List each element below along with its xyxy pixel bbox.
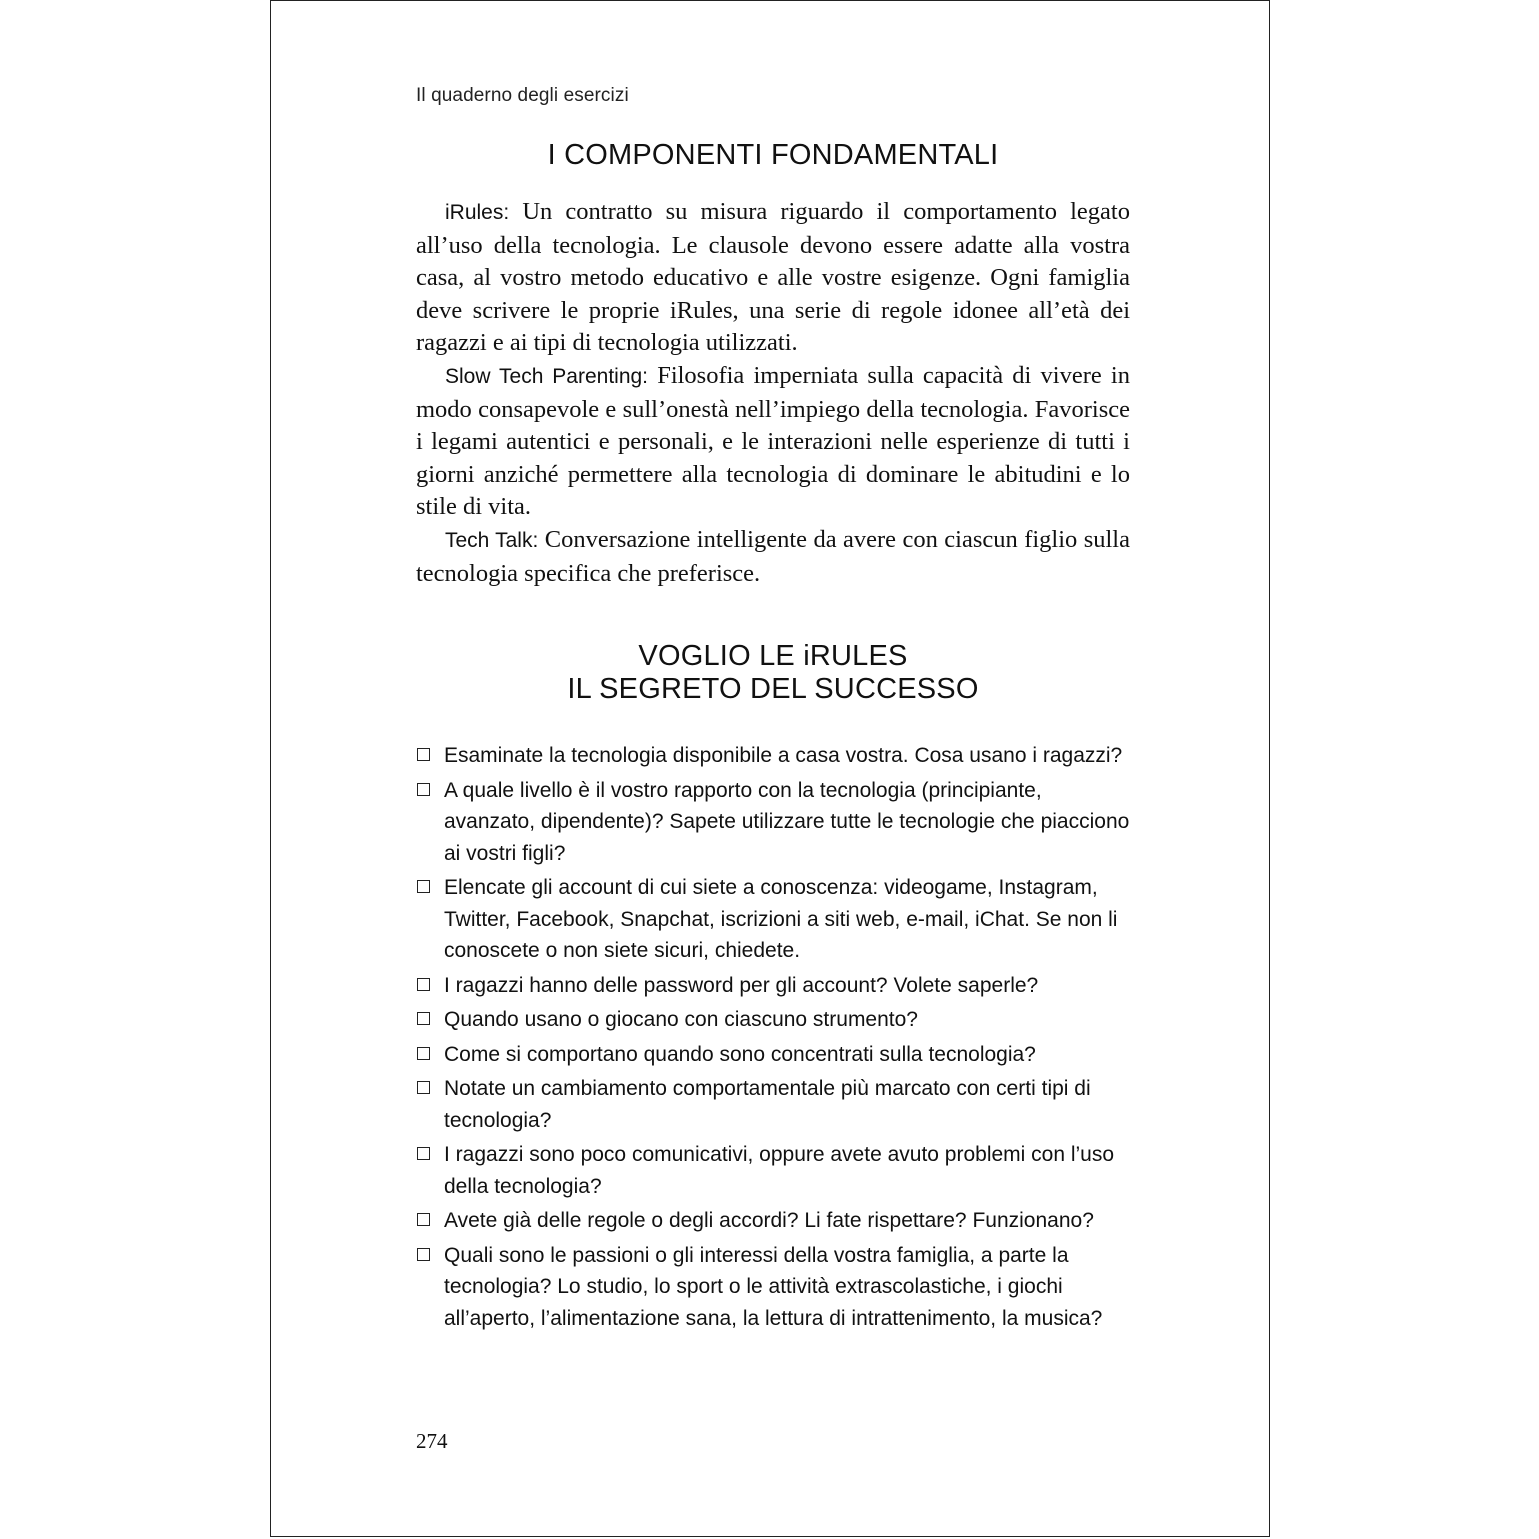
checklist-item — [416, 1004, 1130, 1036]
page-number: 274 — [416, 1429, 448, 1453]
section-title-componenti: I COMPONENTI FONDAMENTALI — [547, 139, 999, 171]
section-title-irules — [416, 640, 1130, 706]
checklist-item-text: I ragazzi sono poco comunicativi, oppure avete avuto problemi con l’uso della tecnologia? — [444, 1143, 1115, 1198]
checklist-item-text: Quali sono le passioni o gli interessi della vostra famiglia, a parte la tecnologia? Lo studio, lo sport o le attività extrascolastiche, i giochi all’aperto, l’alimentazione sana, la lettura di intrattenimento, la musica? — [444, 1243, 1103, 1330]
checkbox-icon[interactable] — [417, 1081, 430, 1094]
term-tech-talk: Tech Talk: — [445, 528, 539, 552]
checklist-item — [416, 1240, 1130, 1335]
checkbox-icon[interactable] — [417, 783, 430, 796]
checklist-item — [416, 1039, 1130, 1071]
book-page — [270, 0, 1270, 1537]
checklist-item — [416, 1139, 1130, 1202]
checkbox-icon[interactable] — [417, 748, 430, 761]
checklist-item-text: Come si comportano quando sono concentrati sulla tecnologia? — [444, 1042, 1036, 1066]
checklist-item-text: A quale livello è il vostro rapporto con la tecnologia (principiante, avanzato, dipendente)? Sapete utilizzare tutte le tecnologie che piacciono ai vostri figli? — [444, 778, 1130, 865]
checklist-item-text: Avete già delle regole o degli accordi? Li fate rispettare? Funzionano? — [444, 1209, 1094, 1233]
checklist-item-text: Elencate gli account di cui siete a conoscenza: videogame, Instagram, Twitter, Facebook, Snapchat, iscrizioni a siti web, e-mail, iChat. Se non li conoscete o non siete sicuri, chiedete. — [444, 876, 1118, 963]
checklist — [416, 740, 1130, 1334]
checklist-item — [416, 1205, 1130, 1237]
checkbox-icon[interactable] — [417, 1213, 430, 1226]
checkbox-icon[interactable] — [417, 978, 430, 991]
definition-slow-tech-parenting-text: Filosofia imperniata sulla capacità di vivere in modo consapevole e sull’onestà nell’impiego della tecnologia. Favorisce i legami autentici e personali, e le interazioni nelle esperienze di tutti i giorni anziché permettere alla tecnologia di dominare le abitudini e lo stile di vita. — [416, 361, 1130, 521]
checklist-item-text: Quando usano o giocano con ciascuno strumento? — [444, 1008, 918, 1032]
checkbox-icon[interactable] — [417, 1248, 430, 1261]
checklist-item — [416, 740, 1130, 772]
checklist-item-text: Esaminate la tecnologia disponibile a casa vostra. Cosa usano i ragazzi? — [444, 744, 1123, 768]
section-title-irules-line1: VOGLIO LE iRULES — [638, 640, 908, 673]
checklist-item-text: I ragazzi hanno delle password per gli account? Volete saperle? — [444, 973, 1039, 997]
section-title-irules-line2: IL SEGRETO DEL SUCCESSO — [567, 673, 979, 706]
checklist-item — [416, 872, 1130, 967]
checkbox-icon[interactable] — [417, 1012, 430, 1025]
definition-irules — [416, 196, 1130, 360]
definitions — [416, 196, 1130, 590]
running-head: Il quaderno degli esercizi — [416, 85, 629, 106]
term-slow-tech-parenting: Slow Tech Parenting: — [445, 364, 649, 388]
definition-irules-text: Un contratto su misura riguardo il comportamento legato all’uso della tecnologia. Le clausole devono essere adatte alla vostra casa, al vostro metodo educativo e alle vostre esigenze. Ogni famiglia deve scrivere le proprie iRules, una serie di regole idonee all’età dei ragazzi e ai tipi di tecnologia utilizzati. — [416, 198, 1130, 357]
checklist-item — [416, 970, 1130, 1002]
definition-slow-tech-parenting — [416, 360, 1130, 524]
checkbox-icon[interactable] — [417, 880, 430, 893]
term-irules: iRules: — [445, 201, 510, 224]
checklist-item-text: Notate un cambiamento comportamentale più marcato con certi tipi di tecnologia? — [444, 1077, 1091, 1132]
definition-tech-talk — [416, 524, 1130, 590]
definition-tech-talk-text: Conversazione intelligente da avere con ciascun figlio sulla tecnologia specifica che preferisce. — [416, 525, 1130, 587]
checkbox-icon[interactable] — [417, 1147, 430, 1160]
checkbox-icon[interactable] — [417, 1047, 430, 1060]
checklist-item — [416, 775, 1130, 870]
page-content — [416, 85, 1130, 1337]
checklist-item — [416, 1073, 1130, 1136]
